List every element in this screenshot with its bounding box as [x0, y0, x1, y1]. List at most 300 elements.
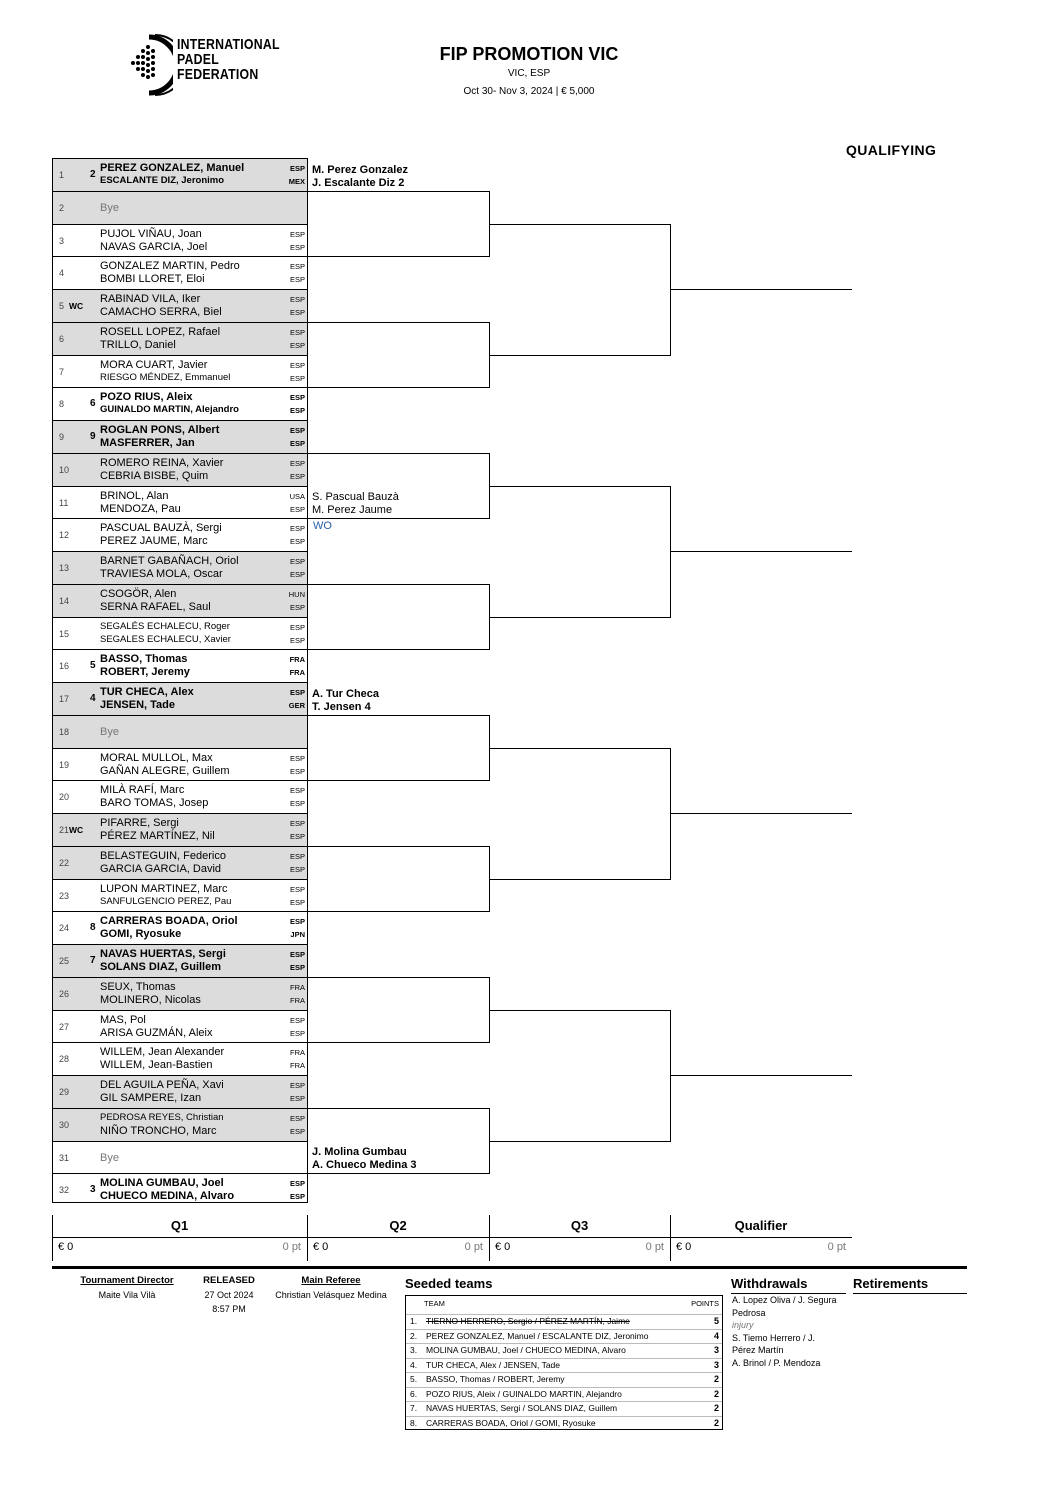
bracket-line — [307, 1042, 489, 1043]
player-two-name: RIESGO MÉNDEZ, Emmanuel — [100, 371, 231, 383]
round-points: 0 pt — [827, 1241, 846, 1253]
player-one-country: ESP — [289, 917, 305, 927]
withdrawal-entry: injury — [732, 1320, 754, 1330]
player-two-country: ESP — [289, 602, 305, 612]
bracket-line — [307, 977, 489, 978]
player-one-name: BRINOL, Alan — [100, 489, 169, 502]
match-winner-line-two: A. Chueco Medina 3 — [312, 1159, 417, 1172]
bracket-line — [307, 649, 489, 650]
seeded-teams-heading: Seeded teams — [405, 1276, 493, 1291]
referee-name: Christian Velásquez Medina — [275, 1290, 387, 1300]
released-date: 27 Oct 2024 — [204, 1290, 254, 1300]
player-one-country: USA — [289, 491, 305, 501]
draw-slot — [52, 224, 307, 258]
bracket-line — [307, 191, 489, 192]
draw-position: 14 — [59, 595, 70, 606]
player-two-country: ESP — [289, 832, 305, 841]
player-one-country: ESP — [289, 229, 305, 239]
player-two-country: ESP — [289, 766, 305, 776]
bracket-line — [307, 846, 489, 847]
seeded-team-points: 3 — [713, 1345, 719, 1355]
draw-position: 32 — [59, 1185, 70, 1196]
player-two-name: GAÑAN ALEGRE, Guillem — [100, 764, 230, 777]
draw-position: 5 — [59, 301, 65, 311]
player-two-name: SEGALES ECHALECU, Xavier — [100, 633, 231, 645]
player-one-country: ESP — [289, 1015, 305, 1025]
player-one-country: ESP — [289, 1081, 305, 1090]
bracket-line — [307, 584, 489, 585]
seeded-team-name: NAVAS HUERTAS, Sergi / SOLANS DIAZ, Guillem — [426, 1403, 618, 1413]
player-two-name: GIL SAMPERE, Izan — [100, 1092, 202, 1104]
draw-position: 9 — [59, 432, 65, 442]
draw-slot — [52, 879, 307, 913]
draw-slot — [52, 1075, 307, 1109]
draw-slot — [52, 911, 307, 945]
player-two-country: JPN — [290, 930, 305, 940]
retirements-heading: Retirements — [853, 1276, 929, 1291]
bracket-line — [307, 453, 489, 454]
match-winner-line-one: J. Molina Gumbau — [312, 1146, 407, 1159]
draw-slot — [52, 780, 307, 814]
draw-position: 6 — [59, 333, 65, 344]
seed-rank: 5. — [410, 1374, 418, 1384]
draw-position: 10 — [59, 464, 70, 475]
seed-rank: 6. — [410, 1388, 418, 1399]
draw-position: 7 — [59, 366, 65, 377]
tournament-dates: Oct 30- Nov 3, 2024 | € 5,000 — [463, 86, 595, 97]
draw-slot — [52, 977, 307, 1011]
round-row-divider — [52, 1237, 852, 1238]
seeded-team-points: 2 — [713, 1417, 719, 1428]
seed-rank: 2. — [410, 1330, 418, 1341]
draw-slot — [52, 256, 307, 290]
player-two-name: BOMBI LLORET, Eloi — [100, 273, 205, 286]
player-two-name: ROBERT, Jeremy — [100, 666, 190, 679]
bracket-line — [670, 289, 852, 290]
director-label: Tournament Director — [80, 1275, 174, 1286]
seeded-team-points: 2 — [713, 1388, 719, 1399]
player-two-country: ESP — [289, 373, 305, 383]
draw-slot — [52, 191, 307, 225]
seed-number: 7 — [90, 955, 96, 966]
player-one-name: BARNET GABAÑACH, Oriol — [100, 555, 239, 567]
player-two-country: ESP — [289, 963, 305, 972]
tournament-title: FIP PROMOTION VIC — [439, 44, 619, 64]
draw-position: 22 — [59, 857, 70, 868]
wildcard-badge: WC — [69, 301, 84, 311]
seed-number: 5 — [90, 660, 96, 672]
draw-slot — [52, 813, 307, 847]
player-one-name: BELASTEGUIN, Federico — [100, 849, 226, 862]
match-winner-line-one: M. Perez Gonzalez — [312, 163, 408, 176]
player-one-country: ESP — [289, 753, 305, 763]
player-one-country: ESP — [289, 884, 305, 894]
round-points: 0 pt — [464, 1241, 483, 1253]
player-two-name: SOLANS DIAZ, Guillem — [100, 961, 222, 973]
draw-slot — [52, 1141, 307, 1175]
bracket-line — [670, 1075, 852, 1076]
bracket-line — [489, 486, 670, 487]
bracket-line — [307, 1173, 489, 1174]
player-one-name: CARRERAS BOADA, Oriol — [100, 915, 238, 928]
player-one-name: LUPON MARTINEZ, Marc — [100, 882, 228, 895]
player-one-country: ESP — [289, 950, 305, 959]
bracket-line — [307, 322, 489, 323]
player-one-name: DEL AGUILA PEÑA, Xavi — [100, 1079, 224, 1091]
withdrawals-heading: Withdrawals — [731, 1276, 808, 1291]
seed-rank: 8. — [410, 1417, 418, 1428]
player-two-name: ARISA GUZMÁN, Aleix — [100, 1026, 213, 1039]
round-label: Q1 — [170, 1218, 189, 1233]
player-two-name: SANFULGENCIO PEREZ, Pau — [100, 895, 232, 907]
withdrawal-entry: Pedrosa — [732, 1307, 766, 1318]
draw-position: 31 — [59, 1152, 70, 1163]
player-two-name: CEBRIA BISBE, Quim — [100, 469, 209, 482]
player-two-country: ESP — [289, 1028, 305, 1038]
bracket-line — [489, 617, 670, 618]
seeded-team-points: 2 — [713, 1403, 719, 1413]
bracket-line — [670, 813, 852, 814]
match-winner-line-two: M. Perez Jaume — [312, 504, 393, 517]
round-divider — [670, 1215, 671, 1261]
player-one-country: ESP — [289, 327, 305, 337]
draw-left-border — [52, 158, 53, 1203]
bracket-line — [670, 551, 852, 552]
wildcard-badge: WC — [69, 825, 84, 835]
draw-position: 4 — [59, 268, 65, 279]
seeded-team-name: CARRERAS BOADA, Oriol / GOMI, Ryosuke — [426, 1417, 596, 1428]
seeded-team-name: BASSO, Thomas / ROBERT, Jeremy — [426, 1374, 565, 1384]
logo-text: INTERNATIONAL PADEL FEDERATION — [177, 36, 280, 83]
draw-slot — [52, 715, 307, 749]
withdrawal-entry: Pérez Martín — [732, 1345, 784, 1355]
player-two-country: ESP — [289, 340, 305, 350]
player-one-name: MORA CUART, Javier — [100, 358, 208, 371]
player-two-name: GUINALDO MARTIN, Alejandro — [100, 404, 239, 416]
draw-slot — [52, 551, 307, 585]
seed-rank: 1. — [410, 1316, 418, 1326]
player-two-name: ESCALANTE DIZ, Jeronimo — [100, 175, 225, 186]
player-two-name: MENDOZA, Pau — [100, 502, 181, 515]
draw-slot — [52, 322, 307, 356]
bracket-line — [307, 715, 489, 716]
player-one-country: HUN — [288, 589, 305, 599]
draw-slot — [52, 682, 307, 716]
draw-slot — [52, 846, 307, 880]
player-two-name: MOLINERO, Nicolas — [100, 993, 201, 1006]
player-one-name: WILLEM, Jean Alexander — [100, 1046, 225, 1059]
player-one-country: ESP — [289, 262, 305, 272]
player-two-name: GARCIA GARCIA, David — [100, 862, 222, 875]
player-one-country: ESP — [289, 524, 305, 534]
draw-position: 1 — [59, 170, 65, 180]
referee-label: Main Referee — [301, 1275, 361, 1286]
player-one-country: ESP — [289, 295, 305, 304]
seeded-team-points: 2 — [713, 1374, 719, 1384]
player-two-country: ESP — [289, 1094, 305, 1103]
player-one-country: ESP — [289, 360, 305, 370]
seeded-team-name: MOLINA GUMBAU, Joel / CHUECO MEDINA, Alvaro — [426, 1345, 626, 1355]
draw-slot — [52, 617, 307, 651]
player-one-name: MILÀ RAFÍ, Marc — [100, 784, 185, 797]
player-two-country: FRA — [289, 668, 305, 678]
round-points: 0 pt — [282, 1241, 301, 1253]
player-one-name: NAVAS HUERTAS, Sergi — [100, 948, 226, 960]
seeded-team-points: 5 — [713, 1316, 719, 1326]
player-one-name: MORAL MULLOL, Max — [100, 751, 213, 764]
draw-position: 23 — [59, 890, 70, 901]
player-two-country: ESP — [289, 471, 305, 481]
player-one-country: ESP — [289, 819, 305, 828]
player-two-country: ESP — [289, 864, 305, 874]
round-prize: € 0 — [676, 1241, 692, 1253]
draw-right-border — [307, 158, 308, 1203]
withdrawal-entry: A. Lopez Oliva / J. Segura — [732, 1295, 837, 1305]
player-two-country: FRA — [290, 995, 305, 1005]
seed-number: 2 — [90, 169, 96, 180]
player-one-country: FRA — [290, 1048, 305, 1058]
withdrawals-underline — [731, 1293, 846, 1294]
player-two-name: CHUECO MEDINA, Alvaro — [100, 1190, 235, 1203]
seeded-team-name: TUR CHECA, Alex / JENSEN, Tade — [426, 1359, 560, 1370]
player-one-name: CSOGÖR, Alen — [100, 587, 177, 600]
draw-position: 16 — [59, 661, 70, 672]
player-one-name: GONZALEZ MARTIN, Pedro — [100, 260, 240, 273]
seeded-team-row — [406, 1358, 722, 1373]
draw-position: 3 — [59, 235, 65, 246]
player-two-country: ESP — [289, 439, 305, 448]
player-two-name: TRAVIESA MOLA, Oscar — [100, 568, 223, 580]
draw-position: 18 — [59, 726, 70, 737]
seeded-team-points: 4 — [713, 1330, 719, 1341]
player-one-name: ROGLAN PONS, Albert — [100, 424, 220, 436]
draw-position: 20 — [59, 792, 70, 803]
round-label: Q3 — [570, 1218, 589, 1233]
draw-slot — [52, 289, 307, 323]
draw-slot — [52, 355, 307, 389]
round-label: Q2 — [389, 1218, 407, 1233]
player-two-country: ESP — [289, 1126, 305, 1136]
bye-label: Bye — [100, 725, 119, 738]
round-divider — [52, 1215, 53, 1261]
player-one-name: PEDROSA REYES, Christian — [100, 1111, 224, 1123]
draw-bottom-border — [52, 1202, 307, 1203]
draw-position: 30 — [59, 1119, 70, 1130]
bracket-line — [489, 1010, 670, 1011]
seed-number: 9 — [90, 431, 96, 442]
player-two-name: MASFERRER, Jan — [100, 437, 195, 449]
draw-slot — [52, 1010, 307, 1044]
player-one-name: SEGALÉS ECHALECU, Roger — [100, 620, 230, 632]
player-one-name: SEUX, Thomas — [100, 980, 176, 993]
seeded-team-name: TIERNO HERRERO, Sergio / PÉREZ MARTÍN, Jaime — [426, 1316, 630, 1326]
player-one-name: PEREZ GONZALEZ, Manuel — [100, 162, 245, 174]
draw-position: 29 — [59, 1087, 70, 1097]
seeded-team-points: 3 — [713, 1359, 719, 1370]
player-one-country: ESP — [289, 557, 305, 566]
player-two-name: JENSEN, Tade — [100, 699, 175, 711]
round-prize: € 0 — [495, 1241, 511, 1253]
seeded-team-row — [406, 1401, 722, 1416]
seeded-team-name: POZO RIUS, Aleix / GUINALDO MARTIN, Alejandro — [426, 1388, 622, 1399]
seeded-teams-table — [405, 1295, 723, 1430]
player-two-country: ESP — [289, 308, 305, 317]
points-column-header: POINTS — [691, 1299, 719, 1308]
player-one-name: RABINAD VILA, Iker — [100, 293, 201, 305]
seeded-team-row — [406, 1314, 722, 1329]
draw-slot — [52, 420, 307, 454]
player-one-country: FRA — [290, 982, 305, 992]
player-one-name: ROSELL LOPEZ, Rafael — [100, 325, 221, 338]
player-two-name: NAVAS GARCIA, Joel — [100, 240, 208, 253]
draw-slot — [52, 453, 307, 487]
draw-position: 11 — [59, 497, 69, 508]
bracket-line — [307, 256, 489, 257]
draw-slot — [52, 748, 307, 782]
player-one-name: ROMERO REINA, Xavier — [100, 456, 224, 469]
player-two-country: ESP — [289, 799, 305, 809]
draw-slot — [52, 1108, 307, 1142]
match-winner-line-two: J. Escalante Diz 2 — [312, 176, 405, 189]
player-two-name: WILLEM, Jean-Bastien — [100, 1059, 213, 1072]
draw-position: 24 — [59, 923, 70, 934]
draw-position: 26 — [59, 988, 70, 999]
seeded-team-row — [406, 1329, 722, 1344]
draw-position: 13 — [59, 563, 70, 573]
player-two-country: ESP — [289, 1192, 305, 1202]
draw-slot — [52, 518, 307, 552]
seed-rank: 4. — [410, 1359, 418, 1370]
player-two-country: FRA — [290, 1061, 305, 1071]
round-divider — [489, 1215, 490, 1261]
draw-position: 19 — [59, 759, 70, 770]
player-two-country: ESP — [289, 504, 305, 514]
bye-label: Bye — [100, 1151, 119, 1164]
player-two-name: GOMI, Ryosuke — [100, 928, 182, 941]
seed-number: 3 — [90, 1184, 96, 1196]
bracket-line — [307, 780, 489, 781]
bracket-line — [489, 224, 670, 225]
match-winner-line-one: S. Pascual Bauzà — [312, 491, 399, 504]
player-two-country: GER — [288, 701, 305, 710]
draw-slot — [52, 649, 307, 683]
draw-slot — [52, 486, 307, 520]
seed-number: 4 — [90, 693, 96, 704]
player-one-name: PIFARRE, Sergi — [100, 817, 179, 829]
bracket-line — [489, 879, 670, 880]
draw-slot — [52, 944, 307, 978]
seeded-table-header — [406, 1298, 722, 1312]
footer-divider — [52, 1266, 967, 1269]
draw-position: 21 — [59, 825, 70, 835]
player-one-country: ESP — [289, 1179, 305, 1189]
round-prize: € 0 — [313, 1241, 329, 1253]
bracket-line — [307, 911, 489, 912]
player-one-country: ESP — [289, 458, 305, 468]
player-one-country: ESP — [289, 786, 305, 796]
seeded-team-row — [406, 1387, 722, 1402]
seeded-team-row — [406, 1343, 722, 1358]
seed-rank: 3. — [410, 1345, 418, 1355]
player-one-name: TUR CHECA, Alex — [100, 686, 194, 698]
player-one-name: MAS, Pol — [100, 1013, 146, 1026]
draw-position: 2 — [59, 202, 65, 213]
director-name: Maite Vila Vilà — [98, 1290, 156, 1300]
player-two-country: ESP — [289, 242, 305, 252]
player-two-country: ESP — [289, 897, 305, 907]
player-one-name: BASSO, Thomas — [100, 653, 188, 666]
team-column-header: TEAM — [424, 1299, 445, 1308]
player-two-country: ESP — [289, 570, 305, 579]
released-label: RELEASED — [203, 1275, 255, 1286]
bracket-line — [489, 1141, 670, 1142]
player-one-country: ESP — [289, 851, 305, 861]
draw-position: 28 — [59, 1054, 70, 1065]
seed-number: 6 — [90, 398, 96, 410]
bracket-line — [307, 1108, 489, 1109]
player-one-country: ESP — [289, 1113, 305, 1123]
player-two-name: PÉREZ MARTÍNEZ, Nil — [100, 830, 215, 842]
player-one-country: ESP — [289, 393, 305, 403]
draw-position: 12 — [59, 530, 70, 541]
player-one-name: POZO RIUS, Aleix — [100, 391, 193, 404]
bye-label: Bye — [100, 201, 119, 214]
player-two-country: MEX — [288, 177, 305, 186]
player-one-country: ESP — [289, 164, 305, 173]
player-two-name: CAMACHO SERRA, Biel — [100, 306, 222, 318]
draw-position: 8 — [59, 399, 65, 410]
round-divider — [307, 1215, 308, 1261]
player-one-country: ESP — [289, 426, 305, 435]
draw-position: 27 — [59, 1021, 70, 1032]
player-one-name: PASCUAL BAUZÀ, Sergi — [100, 522, 222, 535]
round-points: 0 pt — [645, 1241, 664, 1253]
player-two-name: BARO TOMAS, Josep — [100, 797, 209, 810]
bracket-line — [307, 518, 489, 519]
bracket-line — [489, 355, 670, 356]
player-one-country: FRA — [289, 655, 305, 665]
round-label: Qualifier — [734, 1218, 788, 1233]
match-winner-line-two: T. Jensen 4 — [312, 700, 371, 713]
seed-number: 8 — [90, 922, 96, 934]
player-two-name: PEREZ JAUME, Marc — [100, 535, 208, 548]
draw-slot — [52, 387, 307, 421]
bracket-line — [489, 748, 670, 749]
player-two-name: NIÑO TRONCHO, Marc — [100, 1124, 217, 1137]
draw-position: 25 — [59, 956, 70, 966]
player-one-country: ESP — [289, 688, 305, 697]
seeded-team-row — [406, 1416, 722, 1431]
player-two-name: TRILLO, Daniel — [100, 338, 176, 351]
player-one-name: MOLINA GUMBAU, Joel — [100, 1177, 224, 1190]
withdrawal-entry: S. Tiemo Herrero / J. — [732, 1332, 816, 1343]
seeded-team-name: PEREZ GONZALEZ, Manuel / ESCALANTE DIZ, Jeronimo — [426, 1330, 649, 1341]
bracket-line — [307, 387, 489, 388]
player-two-country: ESP — [289, 537, 305, 547]
draw-position: 17 — [59, 694, 70, 704]
draw-position: 15 — [59, 628, 70, 639]
retirements-underline — [853, 1293, 967, 1294]
tournament-location: VIC, ESP — [507, 68, 551, 79]
player-two-name: SERNA RAFAEL, Saul — [100, 600, 211, 613]
released-time: 8:57 PM — [212, 1304, 246, 1314]
player-one-name: PUJOL VIÑAU, Joan — [100, 227, 202, 240]
match-score: WO — [313, 520, 332, 533]
withdrawal-entry: A. Brinol / P. Mendoza — [732, 1357, 821, 1368]
round-prize: € 0 — [58, 1241, 74, 1253]
player-two-country: ESP — [289, 406, 305, 416]
seed-rank: 7. — [410, 1403, 418, 1413]
